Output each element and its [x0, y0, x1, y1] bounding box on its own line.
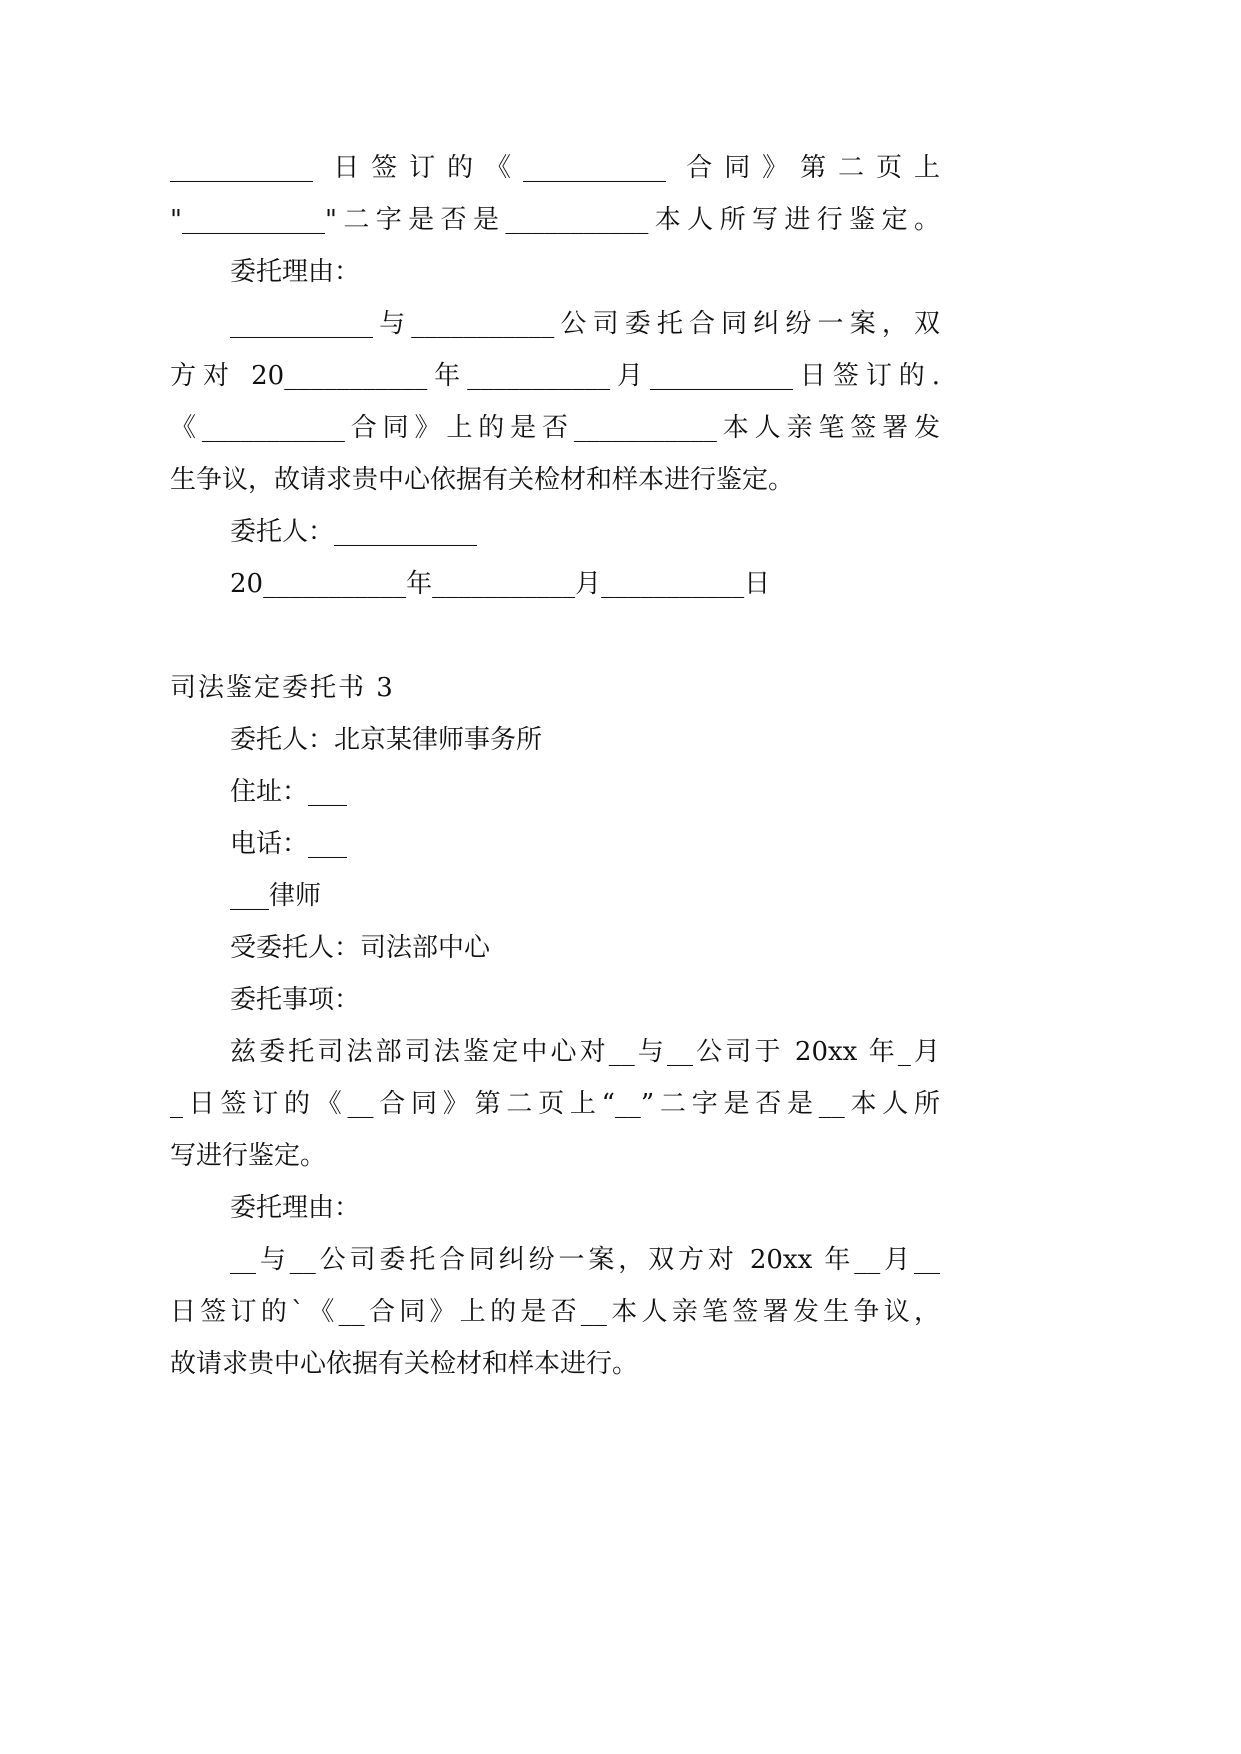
paragraph-line: 日签订的`《__合同》上的是否__本人亲笔签署发生争议，	[170, 1297, 940, 1327]
trustee-line: 受委托人：司法部中心	[230, 933, 491, 963]
signature-line: 委托人：___________	[230, 517, 478, 547]
paragraph-line: ___________ 日签订的《___________ 合同》第二页上	[170, 153, 940, 183]
section-label: 委托理由：	[230, 257, 361, 287]
paragraph-line: 写进行鉴定。	[170, 1141, 327, 1171]
section-heading: 司法鉴定委托书 3	[170, 673, 395, 703]
paragraph-line: "___________"二字是否是___________本人所写进行鉴定。	[170, 205, 940, 235]
section-label: 委托理由：	[230, 1193, 361, 1223]
paragraph-line: 《___________合同》上的是否___________本人亲笔签署发	[170, 413, 940, 443]
client-line: 委托人：北京某律师事务所	[230, 725, 543, 755]
paragraph-line: 方对 20___________年___________月___________日签订的.	[170, 361, 940, 391]
address-line: 住址：___	[230, 777, 348, 807]
paragraph-line: _日签订的《__合同》第二页上“__”二字是否是__本人所	[170, 1089, 940, 1119]
paragraph-line: 兹委托司法部司法鉴定中心对__与__公司于 20xx 年_月	[230, 1037, 940, 1067]
date-line: 20___________年___________月___________日	[230, 569, 771, 599]
section-label: 委托事项：	[230, 985, 361, 1015]
phone-line: 电话：___	[230, 829, 348, 859]
paragraph-line: __与__公司委托合同纠纷一案，双方对 20xx 年__月__	[230, 1245, 940, 1275]
lawyer-line: ___律师	[230, 881, 322, 911]
paragraph-line: 生争议，故请求贵中心依据有关检材和样本进行鉴定。	[170, 465, 795, 495]
paragraph-line: 故请求贵中心依据有关检材和样本进行。	[170, 1349, 639, 1379]
paragraph-line: ___________与___________公司委托合同纠纷一案，双	[230, 309, 940, 339]
